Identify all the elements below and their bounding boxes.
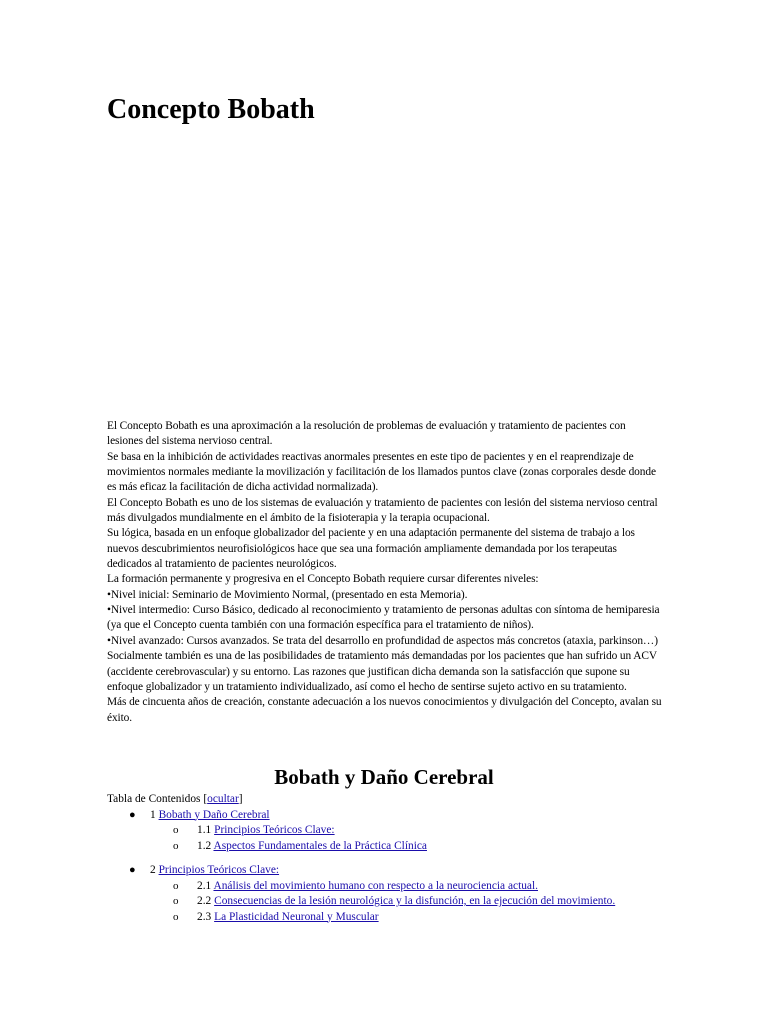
toc-subitem-1-2 — [107, 839, 707, 855]
toc-subitem-2-3 — [107, 910, 707, 926]
toc-sublist — [107, 879, 707, 926]
toc-number: 2 — [150, 864, 156, 876]
section-heading: Bobath y Daño Cerebral — [274, 765, 494, 789]
paragraph: El Concepto Bobath es uno de los sistemas de evaluación y tratamiento de pacientes con lesión del sistema nervioso central más divulgados mundialmente en el ámbito de la fisioterapia y la terapia ocupacional. — [107, 496, 658, 525]
toc-group-1 — [107, 808, 707, 855]
paragraph: Se basa en la inhibición de actividades reactivas anormales presentes en este tipo de pacientes y en el reaprendizaje de movimientos normales mediante la movilización y facilitación de los llamados puntos clave (zonas corporales desde donde es más eficaz la facilitación de dicha actividad normalizada). — [107, 450, 656, 494]
paragraph: •Nivel inicial: Seminario de Movimiento Normal, (presentado en esta Memoria). — [107, 588, 468, 601]
bullet-icon: ● — [129, 808, 136, 821]
paragraph: La formación permanente y progresiva en el Concepto Bobath requiere cursar diferentes niveles: — [107, 573, 539, 586]
toc-number: 1 — [150, 808, 156, 821]
toc-header — [107, 792, 707, 808]
toc-subitem-2-2 — [107, 894, 707, 910]
toc-list — [107, 808, 707, 926]
paragraph: •Nivel intermedio: Curso Básico, dedicado al reconocimiento y tratamiento de personas adultas con síntoma de hemiparesia (ya que el Concepto cuenta también con una formación específica para el tratamiento de niños). — [107, 604, 660, 632]
paragraph: Socialmente también es una de las posibilidades de tratamiento más demandadas por los pacientes que han sufrido un ACV (accidente cerebrovascular) y su entorno. Las razones que justifican dicha demanda son la satisfacción que supone su enfoque globalizador y un tratamiento individualizado, así como el hecho de sentirse sujeto activo en su tratamiento. — [107, 650, 657, 693]
toc-link-consecuencias-lesion[interactable]: Consecuencias de la lesión neurológica y la disfunción, en la ejecución del movimiento. — [214, 895, 616, 907]
toc-item-bobath-dano-cerebral — [107, 808, 707, 824]
toc-link-principios-teoricos-clave[interactable]: Principios Teóricos Clave: — [158, 864, 280, 876]
circle-bullet-icon: o — [173, 824, 179, 836]
toc-number: 2.2 — [197, 895, 212, 907]
circle-bullet-icon: o — [173, 839, 179, 852]
toc-hide-link[interactable]: ocultar — [207, 793, 239, 805]
toc-bracket-close: ] — [238, 793, 243, 805]
toc-link-plasticidad-neuronal[interactable]: La Plasticidad Neuronal y Muscular — [214, 910, 379, 923]
toc-number: 1.2 — [197, 839, 212, 852]
toc-group-2 — [107, 863, 707, 925]
toc-link-bobath-dano-cerebral[interactable]: Bobath y Daño Cerebral — [158, 808, 270, 821]
toc-link-analisis-movimiento[interactable]: Análisis del movimiento humano con respecto a la neurociencia actual. — [213, 879, 538, 892]
toc-number: 1.1 — [197, 824, 212, 836]
toc-subitem-1-1 — [107, 823, 707, 839]
toc-subitem-2-1 — [107, 879, 707, 895]
bullet-icon: ● — [129, 864, 136, 876]
page-title: Concepto Bobath — [107, 94, 315, 125]
paragraph: Más de cincuenta años de creación, constante adecuación a los nuevos conocimientos y divulgación del Concepto, avalan su éxito. — [107, 696, 662, 724]
toc-bracket-open: [ — [203, 793, 208, 805]
paragraph: Su lógica, basada en un enfoque globalizador del paciente y en una adaptación permanente del sistema de trabajo a los nuevos descubrimientos neurofisiológicos hace que sea una formación ampliamente demandada por los terapeutas dedicados al tratamiento de pacientes neurológicos. — [107, 527, 635, 571]
toc-number: 2.3 — [197, 910, 212, 923]
circle-bullet-icon: o — [173, 879, 179, 892]
circle-bullet-icon: o — [173, 895, 179, 907]
toc-number: 2.1 — [197, 879, 212, 892]
table-of-contents — [107, 792, 707, 925]
toc-sublist — [107, 823, 707, 854]
toc-label: Tabla de Contenidos — [107, 793, 201, 805]
body-text — [107, 419, 663, 726]
paragraph: •Nivel avanzado: Cursos avanzados. Se trata del desarrollo en profundidad de aspectos más concretos (ataxia, parkinson…) — [107, 634, 658, 647]
circle-bullet-icon: o — [173, 910, 179, 923]
paragraph: El Concepto Bobath es una aproximación a la resolución de problemas de evaluación y tratamiento de pacientes con lesiones del sistema nervioso central. — [107, 420, 626, 448]
toc-item-principios-teoricos — [107, 863, 707, 879]
toc-link-aspectos-fundamentales[interactable]: Aspectos Fundamentales de la Práctica Clínica — [213, 839, 427, 852]
toc-link-principios-teoricos[interactable]: Principios Teóricos Clave: — [214, 824, 335, 836]
